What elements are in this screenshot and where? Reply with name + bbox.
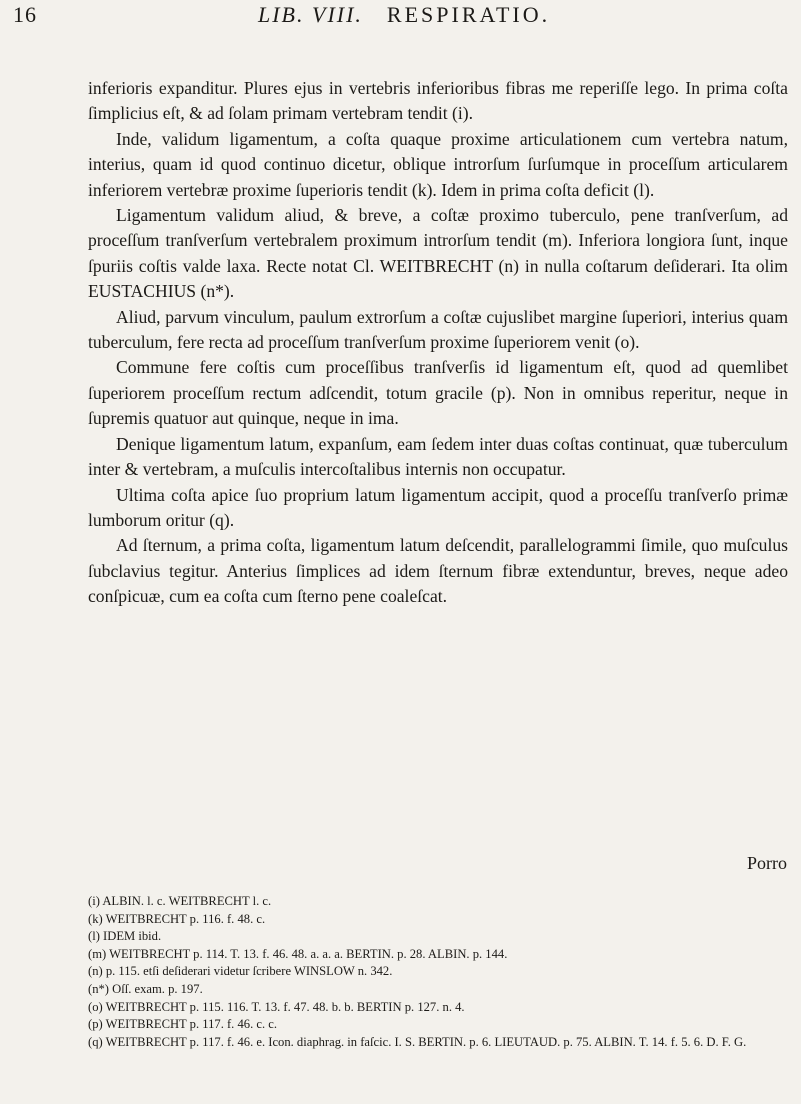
catchword: Porro <box>747 853 787 873</box>
paragraph-2: Inde, validum ligamentum, a coſta quaque proxime articulationem cum vertebra natum, interius, quam id quod continuo dicetur, oblique introrſum ſurſumque in proceſſum articularem inferiorem vertebræ proxime ſuperioris tendit (k). Idem in prima coſta deficit (l). <box>88 128 788 200</box>
running-title <box>258 2 550 28</box>
footnote: (p) WEITBRECHT p. 117. f. 46. c. c. <box>88 1017 277 1032</box>
footnote: (l) IDEM ibid. <box>88 929 162 944</box>
footnote: (k) WEITBRECHT p. 116. f. 48. c. <box>88 911 266 926</box>
page-number: 16 <box>13 2 37 27</box>
main-text <box>88 76 788 610</box>
footnote: (q) WEITBRECHT p. 117. f. 46. e. Icon. diaphrag. in faſcic. I. S. BERTIN. p. 6. LIEUTAUD. p. 75. ALBIN. T. 14. f. 5. 6. D. F. G. <box>88 1034 747 1049</box>
paragraph-5: Commune fere coſtis cum proceſſibus tranſverſis id ligamentum eſt, quod ad quemlibet ſuperiorem proceſſum rectum adſcendit, totum gracile (p). Non in omnibus reperitur, neque in ſupremis quatuor aut quinque, neque in ima. <box>88 357 788 429</box>
chapter-title: RESPIRATIO. <box>386 2 551 27</box>
paragraph-3: Ligamentum validum aliud, & breve, a coſtæ proximo tuberculo, pene tranſverſum, ad proceſſum tranſverſum vertebralem proximum introrſum tendit (m). Inferiora longiora ſunt, inque ſpuriis coſtis valde laxa. Recte notat Cl. WEITBRECHT (n) in nulla coſtarum deſiderari. Ita olim EUSTACHIUS (n*). <box>88 205 788 302</box>
footnotes <box>88 893 790 1051</box>
book-label: LIB. VIII. <box>258 2 363 27</box>
paragraph-1: inferioris expanditur. Plures ejus in vertebris inferioribus fibras me reperiſſe lego. In prima coſta ſimplicius eſt, & ad ſolam primam vertebram tendit (i). <box>88 78 788 124</box>
footnote: (n) p. 115. etſi deſiderari videtur ſcribere WINSLOW n. 342. <box>88 964 393 979</box>
paragraph-7: Ultima coſta apice ſuo proprium latum ligamentum accipit, quod a proceſſu tranſverſo primæ lumborum oritur (q). <box>88 484 788 530</box>
running-header <box>0 2 801 32</box>
footnote: (o) WEITBRECHT p. 115. 116. T. 13. f. 47. 48. b. b. BERTIN p. 127. n. 4. <box>88 999 465 1014</box>
paragraph-4: Aliud, parvum vinculum, paulum extrorſum a coſtæ cujuslibet margine ſuperiori, interius quam tuberculum, fere recta ad proceſſum tranſverſum proxime ſuperiorem venit (o). <box>88 306 788 353</box>
footnote: (m) WEITBRECHT p. 114. T. 13. f. 46. 48. a. a. a. BERTIN. p. 28. ALBIN. p. 144. <box>88 946 508 961</box>
paragraph-8: Ad ſternum, a prima coſta, ligamentum latum deſcendit, parallelogrammi ſimile, quo muſculus ſubclavius tegitur. Anterius ſimplices ad idem ſternum fibræ extenduntur, breves, neque adeo conſpicuæ, cum ea coſta cum ſterno pene coaleſcat. <box>88 535 788 607</box>
footnote: (i) ALBIN. l. c. WEITBRECHT l. c. <box>88 894 272 908</box>
paragraph-6: Denique ligamentum latum, expanſum, eam ſedem inter duas coſtas continuat, quæ tuberculum inter & vertebram, a muſculis intercoſtalibus internis non occupatur. <box>88 433 788 480</box>
footnote: (n*) Oſſ. exam. p. 197. <box>88 981 203 996</box>
